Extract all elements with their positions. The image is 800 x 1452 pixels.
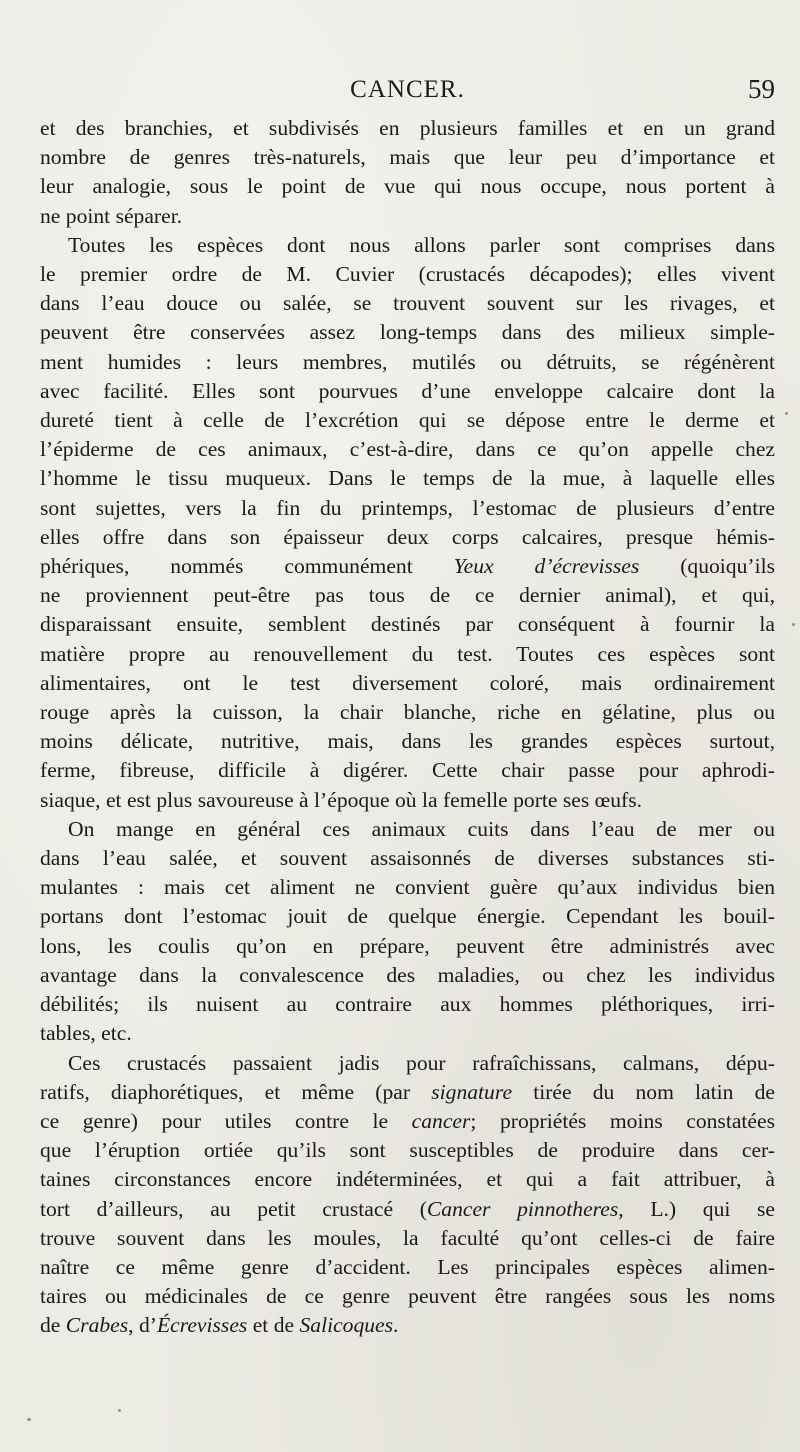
- paragraph-1: [40, 114, 775, 231]
- text-line: ratifs, diaphorétiques, et même (par signature tirée du nom latin de: [40, 1079, 775, 1104]
- text-line: phériques, nommés communément Yeux d’écrevisses (quoiqu’ils: [40, 554, 775, 579]
- text-line: le premier ordre de M. Cuvier (crustacés décapodes); elles vivent: [40, 262, 775, 287]
- text-line: dans l’eau salée, et souvent assaisonnés de diverses substances sti-: [40, 846, 775, 871]
- text-line: alimentaires, ont le test diversement coloré, mais ordinairement: [40, 670, 775, 695]
- text-line: disparaissant ensuite, semblent destinés par conséquent à fournir la: [40, 612, 775, 637]
- paragraph-2: [40, 231, 775, 815]
- text-line: taires ou médicinales de ce genre peuvent être rangées sous les noms: [40, 1284, 775, 1309]
- text-line: elles offre dans son épaisseur deux corps calcaires, presque hémis-: [40, 524, 775, 549]
- text-line: avec facilité. Elles sont pourvues d’une enveloppe calcaire dont la: [40, 378, 775, 403]
- text-line: naître ce même genre d’accident. Les principales espèces alimen-: [40, 1254, 775, 1279]
- text-line: ne point séparer.: [40, 203, 183, 228]
- text-line: siaque, et est plus savoureuse à l’époque où la femelle porte ses œufs.: [40, 787, 643, 812]
- text-line: et des branchies, et subdivisés en plusieurs familles et en un grand: [40, 116, 775, 140]
- paragraph-3: [40, 815, 775, 1049]
- page-number: 59: [748, 74, 775, 104]
- text-line: ment humides : leurs membres, mutilés ou détruits, se régénèrent: [40, 349, 775, 374]
- text-line: que l’éruption ortiée qu’ils sont susceptibles de produire dans cer-: [40, 1138, 775, 1163]
- ink-speck: [785, 412, 788, 415]
- text-line: moins délicate, nutritive, mais, dans les grandes espèces surtout,: [40, 729, 775, 754]
- text-line: débilités; ils nuisent au contraire aux hommes pléthoriques, irri-: [40, 992, 775, 1017]
- text-line: On mange en général ces animaux cuits dans l’eau de mer ou: [68, 816, 775, 841]
- text-line: ferme, fibreuse, difficile à digérer. Cette chair passe pour aphrodi-: [40, 758, 775, 783]
- paragraph-4: [40, 1049, 775, 1341]
- text-line: ne proviennent peut-être pas tous de ce dernier animal), et qui,: [40, 583, 775, 608]
- text-line: portans dont l’estomac jouit de quelque énergie. Cependant les bouil-: [40, 904, 775, 929]
- text-line: Toutes les espèces dont nous allons parler sont comprises dans: [68, 232, 775, 257]
- body-text: [40, 114, 775, 1341]
- text-line: de Crabes, d’Écrevisses et de Salicoques.: [40, 1313, 399, 1338]
- running-head: CANCER.: [350, 76, 465, 103]
- text-line: matière propre au renouvellement du test. Toutes ces espèces sont: [40, 641, 775, 666]
- text-line: ce genre) pour utiles contre le cancer; propriétés moins constatées: [40, 1108, 775, 1133]
- text-line: avantage dans la convalescence des maladies, ou chez les individus: [40, 962, 775, 987]
- ink-speck: [118, 1409, 121, 1412]
- text-line: Ces crustacés passaient jadis pour rafraîchissans, calmans, dépu-: [68, 1050, 775, 1075]
- ink-speck: [792, 623, 795, 626]
- text-line: trouve souvent dans les moules, la faculté qu’ont celles-ci de faire: [40, 1225, 775, 1250]
- text-line: mulantes : mais cet aliment ne convient guère qu’aux individus bien: [40, 875, 775, 900]
- text-line: lons, les coulis qu’on en prépare, peuvent être administrés avec: [40, 933, 775, 958]
- text-line: dans l’eau douce ou salée, se trouvent souvent sur les rivages, et: [40, 291, 775, 316]
- text-line: dureté tient à celle de l’excrétion qui se dépose entre le derme et: [40, 408, 775, 433]
- text-line: nombre de genres très-naturels, mais que leur peu d’importance et: [40, 145, 775, 170]
- text-line: taines circonstances encore indéterminées, et qui a fait attribuer, à: [40, 1167, 775, 1192]
- text-line: l’épiderme de ces animaux, c’est-à-dire, dans ce qu’on appelle chez: [40, 437, 775, 462]
- text-line: rouge après la cuisson, la chair blanche, riche en gélatine, plus ou: [40, 700, 775, 725]
- text-line: sont sujettes, vers la fin du printemps, l’estomac de plusieurs d’entre: [40, 495, 775, 520]
- text-line: leur analogie, sous le point de vue qui nous occupe, nous portent à: [40, 174, 775, 199]
- text-line: tort d’ailleurs, au petit crustacé (Cancer pinnotheres, L.) qui se: [40, 1196, 776, 1221]
- page-header: [40, 76, 775, 116]
- text-line: l’homme le tissu muqueux. Dans le temps de la mue, à laquelle elles: [40, 466, 775, 491]
- text-line: tables, etc.: [40, 1021, 132, 1046]
- text-line: peuvent être conservées assez long-temps dans des milieux simple-: [40, 320, 775, 345]
- ink-speck: [27, 1418, 31, 1421]
